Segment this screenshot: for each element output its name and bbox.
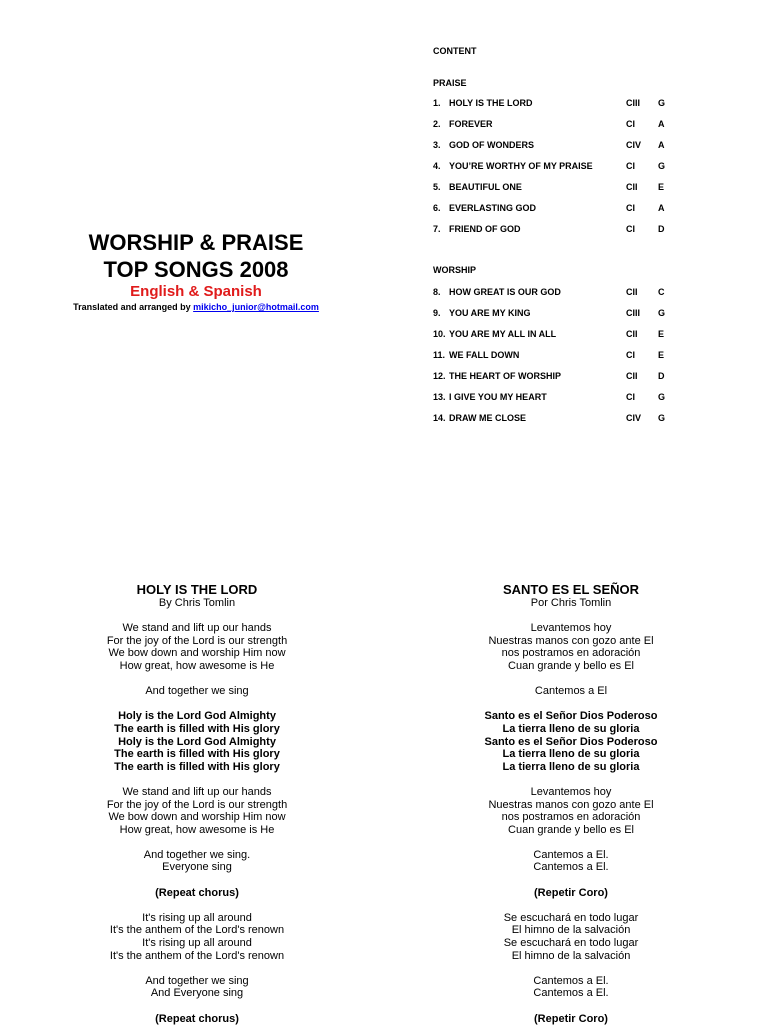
verse-line: For the joy of the Lord is our strength [106,634,288,647]
entry-number: 13. [433,392,446,402]
entry-key: G [658,392,666,402]
entry-title: YOU’RE WORTHY OF MY PRAISE [449,161,593,171]
lyric-line: Cantemos a El. [533,987,609,1000]
chorus-line: La tierra lleno de su gloria [502,748,640,761]
verse-line: How great, how awesome is He [119,659,275,672]
song-title-spanish: SANTO ES EL SEÑOR [502,582,640,597]
lyric-line: And Everyone sing [150,987,244,1000]
chorus-line: La tierra lleno de su gloria [502,722,640,735]
verse-line: nos postramos en adoración [501,647,641,660]
entry-key: G [658,98,666,108]
title-block [56,229,336,313]
entry-title: DRAW ME CLOSE [449,413,527,423]
verse-line: Cuan grande y bello es El [508,659,634,672]
document-title-line-1: WORSHIP & PRAISE [88,230,304,255]
entry-key: A [658,119,665,129]
entry-number: 5. [433,182,441,192]
verse-line: We stand and lift up our hands [122,622,272,635]
entry-number: 12. [433,371,446,381]
entry-code: CIII [626,98,641,108]
chorus-line: Santo es el Señor Dios Poderoso [484,735,658,748]
entry-code: CII [626,371,638,381]
entry-number: 2. [433,119,441,129]
bridge-line: El himno de la salvación [511,949,631,962]
entry-number: 4. [433,161,441,171]
lyric-line: Cantemos a El. [533,974,609,987]
entry-code: CI [626,119,635,129]
verse-line: Nuestras manos con gozo ante El [488,634,654,647]
entry-title: WE FALL DOWN [449,350,520,360]
verse-line: nos postramos en adoración [501,811,641,824]
lyric-line: And together we sing [145,974,249,987]
entry-code: CI [626,350,635,360]
entry-code: CI [626,161,635,171]
entry-key: A [658,140,665,150]
entry-code: CII [626,182,638,192]
entry-key: A [658,203,665,213]
entry-title: GOD OF WONDERS [449,140,534,150]
entry-key: G [658,161,666,171]
entry-number: 7. [433,224,441,234]
chorus-line: The earth is filled with His glory [114,748,280,761]
lyric-line: And together we sing [145,685,249,698]
chorus-line: Santo es el Señor Dios Poderoso [484,710,658,723]
verse-line: We bow down and worship Him now [108,811,286,824]
entry-key: E [658,182,665,192]
entry-key: D [658,371,665,381]
entry-title: EVERLASTING GOD [449,203,537,213]
bridge-line: It's rising up all around [142,937,252,950]
bridge-line: Se escuchará en todo lugar [503,911,639,924]
entry-code: CII [626,287,638,297]
entry-code: CIV [626,140,642,150]
entry-key: D [658,224,665,234]
entry-number: 14. [433,413,446,423]
entry-code: CII [626,329,638,339]
entry-title: HOW GREAT IS OUR GOD [449,287,561,297]
entry-number: 6. [433,203,441,213]
entry-number: 8. [433,287,441,297]
entry-title: FOREVER [449,119,493,129]
entry-number: 10. [433,329,446,339]
entry-key: G [658,413,666,423]
verse-line: Cuan grande y bello es El [508,823,634,836]
document-subtitle: English & Spanish [130,283,262,300]
english-lyrics [57,582,337,1025]
lyric-line: Cantemos a El. [533,848,609,861]
chorus-line: Holy is the Lord God Almighty [118,735,276,748]
verse-line: Nuestras manos con gozo ante El [488,798,654,811]
chorus-line: The earth is filled with His glory [114,722,280,735]
worship-heading: WORSHIP [433,265,477,275]
lyric-line: Cantemos a El [534,685,608,698]
contents-heading: CONTENT [433,46,477,56]
verse-line: Levantemos hoy [530,785,612,798]
song-title-english: HOLY IS THE LORD [136,582,258,597]
verse-line: We bow down and worship Him now [108,647,286,660]
entry-number: 11. [433,350,446,360]
bridge-line: It's the anthem of the Lord's renown [109,924,285,937]
entry-code: CI [626,224,635,234]
entry-title: YOU ARE MY KING [449,308,531,318]
entry-number: 1. [433,98,441,108]
song-author-english: By Chris Tomlin [158,597,236,609]
bridge-line: It's rising up all around [142,911,252,924]
verse-line: We stand and lift up our hands [122,785,272,798]
chorus-line: La tierra lleno de su gloria [502,760,640,773]
verse-line: For the joy of the Lord is our strength [106,798,288,811]
praise-heading: PRAISE [433,78,467,88]
document-title-line-2: TOP SONGS 2008 [103,257,289,282]
entry-title: HOLY IS THE LORD [449,98,533,108]
entry-key: C [658,287,665,297]
entry-key: G [658,308,666,318]
entry-key: E [658,350,665,360]
credit-email-link[interactable]: mikicho_junior@hotmail.com [193,302,319,312]
repeat-chorus-note: (Repetir Coro) [534,886,608,899]
chorus-line: The earth is filled with His glory [114,760,280,773]
song-author-spanish: Por Chris Tomlin [530,597,612,609]
entry-code: CIII [626,308,641,318]
repeat-chorus-note: (Repetir Coro) [534,1012,608,1025]
credit-line [56,302,336,313]
repeat-chorus-note: (Repeat chorus) [155,1012,239,1025]
lyric-line: Cantemos a El. [533,861,609,874]
credit-prefix: Translated and arranged by [73,302,194,312]
entry-title: I GIVE YOU MY HEART [449,392,547,402]
verse-line: How great, how awesome is He [119,823,275,836]
entry-title: BEAUTIFUL ONE [449,182,522,192]
chorus-line: Holy is the Lord God Almighty [118,710,276,723]
entry-code: CI [626,203,635,213]
entry-number: 9. [433,308,441,318]
entry-code: CI [626,392,635,402]
entry-title: YOU ARE MY ALL IN ALL [449,329,557,339]
lyric-line: Everyone sing [162,861,232,874]
lyric-line: And together we sing. [143,848,251,861]
entry-title: THE HEART OF WORSHIP [449,371,561,381]
verse-line: Levantemos hoy [530,622,612,635]
entry-number: 3. [433,140,441,150]
entry-key: E [658,329,665,339]
entry-title: FRIEND OF GOD [449,224,521,234]
bridge-line: It's the anthem of the Lord's renown [109,949,285,962]
bridge-line: El himno de la salvación [511,924,631,937]
repeat-chorus-note: (Repeat chorus) [155,886,239,899]
spanish-lyrics [431,582,711,1025]
entry-code: CIV [626,413,642,423]
bridge-line: Se escuchará en todo lugar [503,937,639,950]
